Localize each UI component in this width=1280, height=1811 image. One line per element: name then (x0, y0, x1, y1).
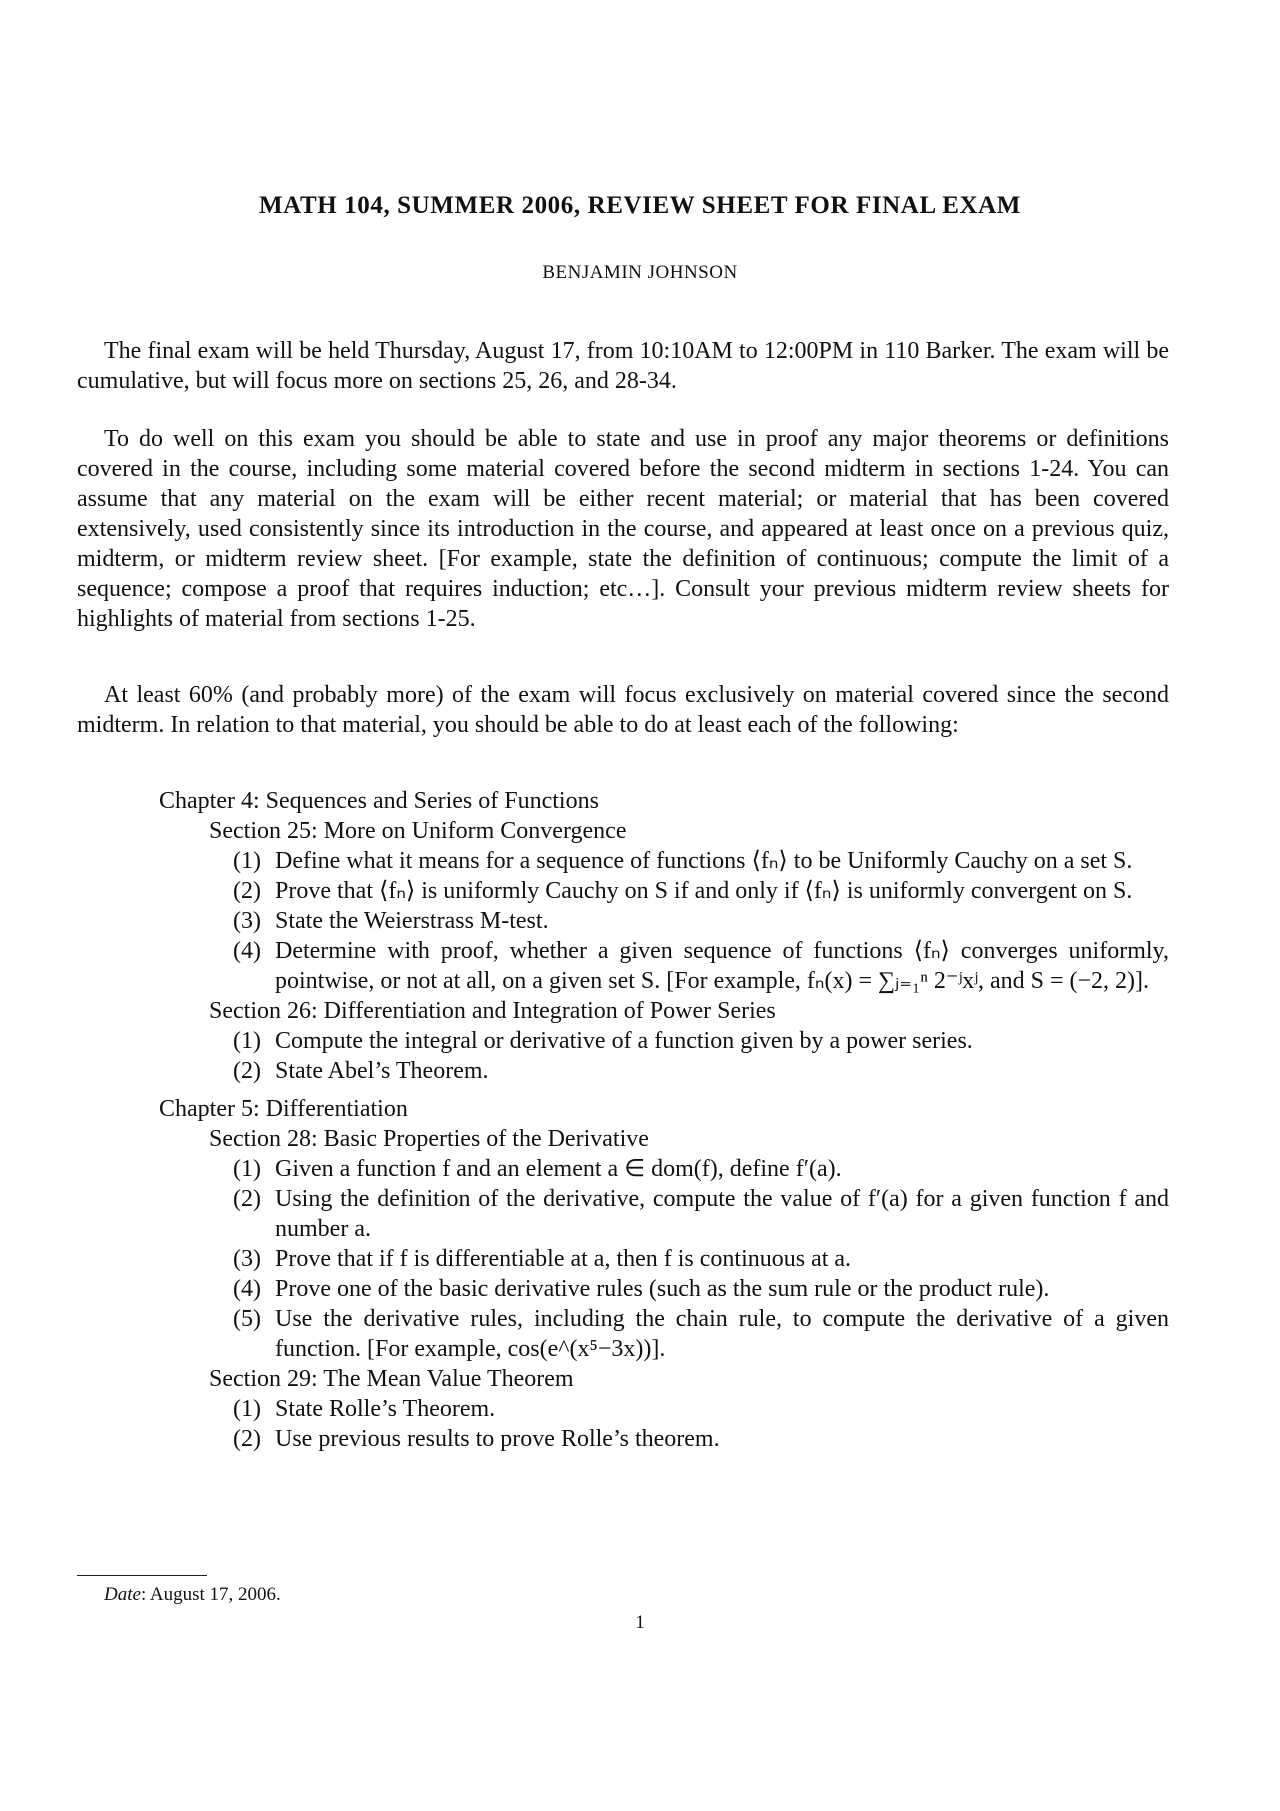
page-number: 1 (635, 1612, 645, 1633)
item-text: Compute the integral or derivative of a function given by a power series. (275, 1028, 973, 1054)
item-text: Determine with proof, whether a given sequence of functions ⟨fₙ⟩ converges uniformly, pointwise, or not at all, on a given set S. [For example, fₙ(x) = ∑ⱼ₌₁ⁿ 2⁻ʲxʲ, and S = (−2, 2)]. (275, 938, 1169, 994)
chapter-title: Chapter 5: Differentiation (159, 1096, 408, 1122)
section-title: Section 28: Basic Properties of the Derivative (209, 1126, 649, 1152)
item-number: (3) (233, 908, 261, 934)
section-25 (159, 816, 1169, 996)
item-number: (1) (233, 1028, 261, 1054)
page-title: MATH 104, SUMMER 2006, REVIEW SHEET FOR FINAL EXAM (258, 192, 1021, 219)
list-item (159, 1304, 1169, 1364)
footnote-label: Date (104, 1584, 141, 1605)
list-item (159, 1154, 1169, 1184)
item-text: Prove that if f is differentiable at a, then f is continuous at a. (275, 1246, 852, 1272)
item-number: (4) (233, 938, 261, 964)
list-item (159, 936, 1169, 996)
item-text: Use previous results to prove Rolle’s theorem. (275, 1426, 720, 1452)
section-title: Section 25: More on Uniform Convergence (209, 818, 627, 844)
item-number: (1) (233, 1156, 261, 1182)
item-text: Define what it means for a sequence of functions ⟨fₙ⟩ to be Uniformly Cauchy on a set S. (275, 848, 1133, 874)
item-number: (5) (233, 1306, 261, 1332)
footnote-divider (77, 1575, 207, 1576)
item-number: (2) (233, 1426, 261, 1452)
list-item (159, 846, 1169, 876)
item-number: (4) (233, 1276, 261, 1302)
item-text: Prove that ⟨fₙ⟩ is uniformly Cauchy on S if and only if ⟨fₙ⟩ is uniformly convergent on S. (275, 878, 1133, 904)
date-footnote (104, 1584, 281, 1606)
item-number: (2) (233, 878, 261, 904)
item-text: Prove one of the basic derivative rules (such as the sum rule or the product rule). (275, 1276, 1050, 1302)
chapter-title: Chapter 4: Sequences and Series of Functions (159, 788, 599, 814)
list-item (159, 1026, 1169, 1056)
list-item (159, 1244, 1169, 1274)
item-text: Use the derivative rules, including the chain rule, to compute the derivative of a given function. [For example, cos(e^(x⁵−3x))]. (275, 1306, 1169, 1362)
item-number: (3) (233, 1246, 261, 1272)
list-item (159, 1424, 1169, 1454)
item-number: (1) (233, 848, 261, 874)
section-28 (159, 1124, 1169, 1364)
list-item (159, 1184, 1169, 1244)
item-number: (2) (233, 1058, 261, 1084)
author-name: BENJAMIN JOHNSON (542, 262, 738, 283)
list-item (159, 876, 1169, 906)
footnote-text: : August 17, 2006. (140, 1584, 281, 1605)
item-number: (1) (233, 1396, 261, 1422)
item-number: (2) (233, 1186, 261, 1212)
focus-paragraph: At least 60% (and probably more) of the exam will focus exclusively on material covered since the second midterm. In relation to that material, you should be able to do at least each of the following: (77, 682, 1169, 738)
item-text: State Abel’s Theorem. (275, 1058, 489, 1084)
section-title: Section 29: The Mean Value Theorem (209, 1366, 574, 1392)
list-item (159, 906, 1169, 936)
list-item (159, 1394, 1169, 1424)
list-item (159, 1056, 1169, 1086)
item-text: State Rolle’s Theorem. (275, 1396, 496, 1422)
section-title: Section 26: Differentiation and Integration of Power Series (209, 998, 776, 1024)
topic-outline (159, 786, 1169, 1454)
item-text: Using the definition of the derivative, compute the value of f′(a) for a given function f and number a. (275, 1186, 1169, 1242)
list-item (159, 1274, 1169, 1304)
section-26 (159, 996, 1169, 1086)
chapter-4 (159, 786, 1169, 1086)
intro-paragraph: The final exam will be held Thursday, August 17, from 10:10AM to 12:00PM in 110 Barker. The exam will be cumulative, but will focus more on sections 25, 26, and 28-34. (77, 338, 1169, 394)
item-text: State the Weierstrass M-test. (275, 908, 549, 934)
section-29 (159, 1364, 1169, 1454)
item-text: Given a function f and an element a ∈ dom(f), define f′(a). (275, 1156, 842, 1182)
chapter-5 (159, 1094, 1169, 1454)
scope-paragraph: To do well on this exam you should be able to state and use in proof any major theorems or definitions covered in the course, including some material covered before the second midterm in sections 1-24. You can assume that any material on the exam will be either recent material; or material that has been covered extensively, used consistently since its introduction in the course, and appeared at least once on a previous quiz, midterm, or midterm review sheet. [For example, state the definition of continuous; compute the limit of a sequence; compose a proof that requires induction; etc…]. Consult your previous midterm review sheets for highlights of material from sections 1-25. (77, 426, 1169, 632)
